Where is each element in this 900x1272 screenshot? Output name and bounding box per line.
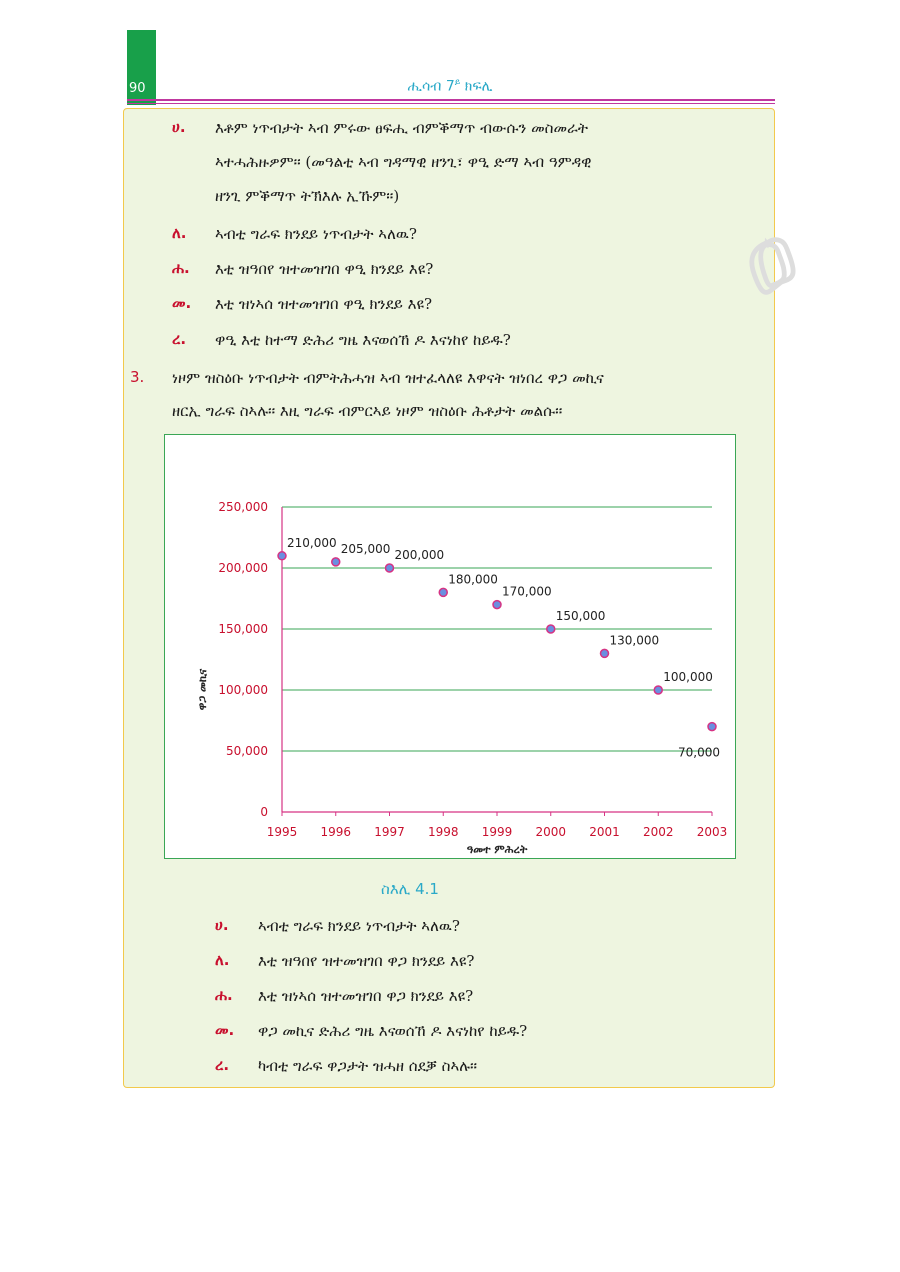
data-label: 130,000 — [609, 633, 660, 648]
y-tick-label: 0 — [260, 805, 268, 819]
item-text: እቲ ዝዓበየ ዝተመዝገበ ዋጋ ክንደይ እዩ? — [258, 952, 475, 970]
x-tick-label: 2002 — [642, 825, 674, 839]
x-tick-label: 2003 — [696, 825, 728, 839]
question-text-line: ዘርኢ ግራፍ ስኣሉ፡፡ እዚ ግራፍ ብምርኣይ ነዞም ዝስዕቡ ሕቶታት መልሱ፡፡ — [172, 402, 563, 420]
header-rule — [127, 99, 775, 101]
item-text-line: እቲ ዝነኣሰ ዝተመዝገበ ዋዒ ክንደይ እዩ? — [215, 295, 433, 313]
header-rule-thin — [127, 103, 775, 104]
data-point — [332, 558, 340, 566]
item-label: ሐ. — [172, 259, 190, 277]
data-label: 150,000 — [555, 609, 606, 623]
item-label: ረ. — [172, 330, 187, 348]
y-tick-label: 50,000 — [226, 744, 268, 758]
x-tick-label: 1996 — [320, 825, 352, 839]
watermark-logo: ዐ — [728, 199, 810, 316]
chart-frame — [164, 434, 736, 859]
page-number: 90 — [129, 81, 146, 96]
item-label: ለ. — [172, 224, 187, 242]
x-axis-label: ዓመተ ምሕረት — [466, 843, 528, 856]
data-point — [654, 686, 662, 694]
data-label: 170,000 — [502, 584, 552, 599]
item-label: መ. — [172, 294, 192, 312]
figure-caption: ስእሊ 4.1 — [381, 880, 439, 898]
y-axis-label: ዋጋ መኪና — [196, 668, 209, 711]
data-label: 70,000 — [678, 745, 720, 760]
item-text-line: ኣብቲ ግራፍ ክንደይ ነጥብታት ኣለዉ? — [215, 225, 417, 243]
data-point — [708, 723, 716, 731]
data-point — [493, 601, 501, 609]
data-point — [439, 588, 447, 596]
x-tick-label: 1997 — [374, 825, 405, 839]
y-tick-label: 150,000 — [218, 622, 268, 636]
data-point — [278, 552, 286, 560]
item-text-line: ዋዒ እቲ ከተማ ድሕሪ ግዜ እናወሰኸ ዶ እናነከየ ከይዱ? — [215, 331, 511, 349]
y-tick-label: 250,000 — [218, 500, 268, 514]
item-text: ዋጋ መኪና ድሕሪ ግዜ እናወሰኸ ዶ እናነከየ ከይዱ? — [258, 1022, 528, 1040]
x-tick-label: 1999 — [481, 825, 513, 839]
item-label: ለ. — [215, 951, 230, 969]
scatter-chart — [165, 435, 735, 858]
x-tick-label: 1998 — [427, 825, 459, 839]
item-text: ካብቲ ግራፍ ዋጋታት ዝሓዘ ሰደቓ ስኣሉ፡፡ — [258, 1057, 478, 1075]
item-text-line: እቲ ዝዓበየ ዝተመዝገበ ዋዒ ክንደይ እዩ? — [215, 260, 434, 278]
data-point — [601, 649, 609, 657]
x-tick-label: 1995 — [266, 825, 298, 839]
data-point — [386, 564, 394, 572]
item-text-line: ዘንጊ ምቕማጥ ትኽእሉ ኢኹም፡፡) — [215, 187, 400, 205]
page-header-title: ሒሳብ $7^ይ$ ክፍሊ — [407, 78, 493, 95]
data-label: 210,000 — [287, 535, 337, 550]
item-text: እቲ ዝነኣሰ ዝተመዝገበ ዋጋ ክንደይ እዩ? — [258, 987, 474, 1005]
data-label: 200,000 — [394, 548, 445, 562]
item-label: ሐ. — [215, 986, 233, 1004]
x-tick-label: 2000 — [535, 825, 567, 839]
item-label: ረ. — [215, 1056, 230, 1074]
y-tick-label: 200,000 — [218, 561, 268, 575]
question-number: 3. — [130, 368, 145, 386]
item-text-line: ኣተሓሕዙዎም፡፡ (መዓልቲ ኣብ ግዳማዊ ዘንጊ፣ ዋዒ ድማ ኣብ ዓምዳዊ — [215, 153, 592, 171]
item-label: መ. — [215, 1021, 235, 1039]
data-label: 180,000 — [448, 572, 498, 587]
item-label: ሀ. — [172, 118, 186, 136]
x-tick-label: 2001 — [589, 825, 620, 839]
item-label: ሀ. — [215, 916, 229, 934]
item-text-line: እቶም ነጥብታት ኣብ ምሩው ፀፍሒ ብምቕማጥ ብውሱን መስመራት — [215, 119, 588, 137]
data-label: 100,000 — [663, 670, 713, 684]
y-tick-label: 100,000 — [218, 683, 268, 697]
data-label: 205,000 — [340, 541, 391, 556]
question-text-line: ነዞም ዝስዕቡ ነጥብታት ብምትሕሓዝ ኣብ ዝተፈላለዩ እዋናት ዝነበረ ዋጋ መኪና — [172, 369, 604, 387]
data-point — [547, 625, 555, 633]
item-text: ኣብቲ ግራፍ ክንደይ ነጥብታት ኣለዉ? — [258, 917, 460, 935]
